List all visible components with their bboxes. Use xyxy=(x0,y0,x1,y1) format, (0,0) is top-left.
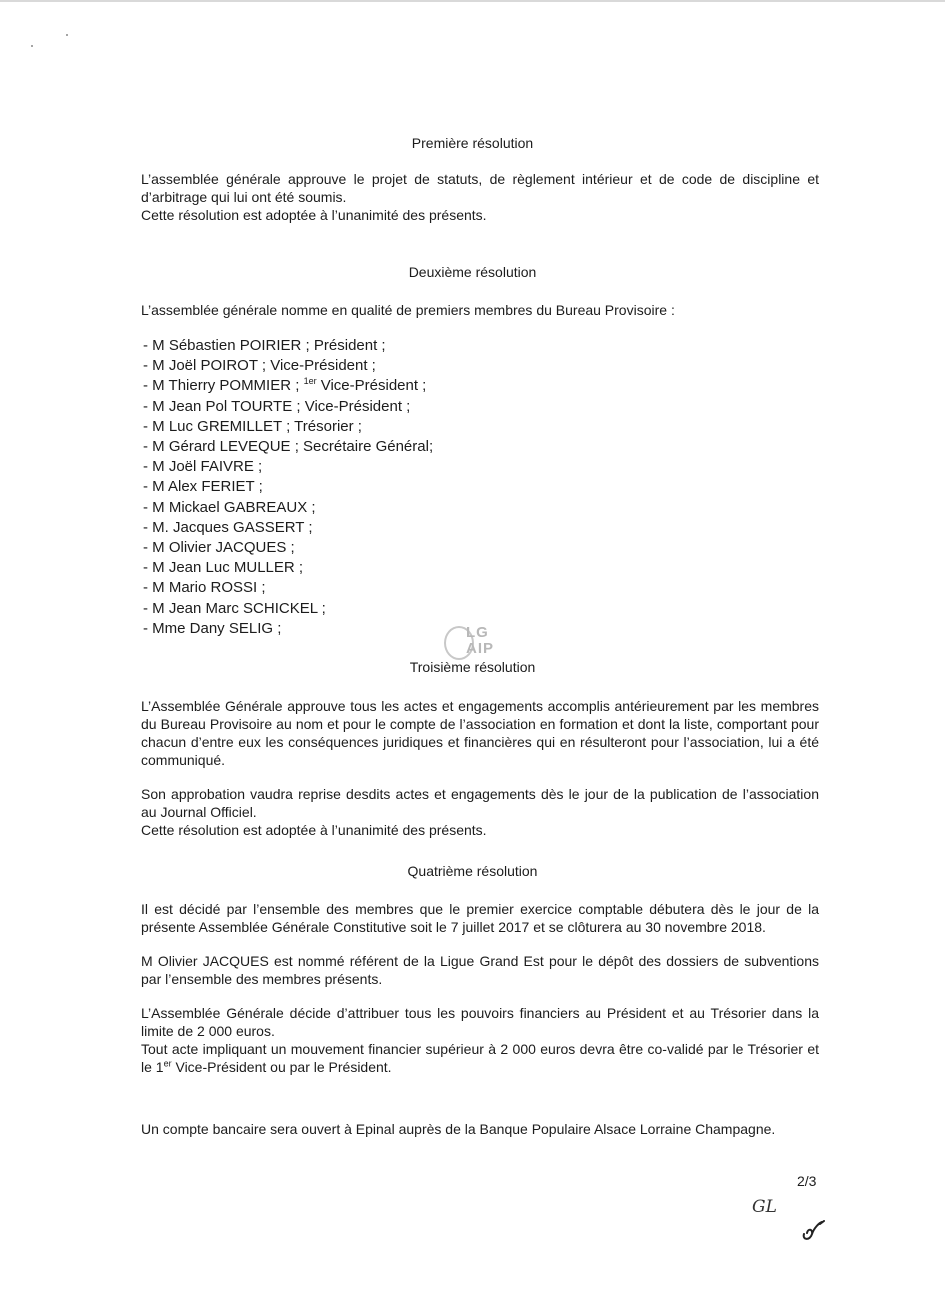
member-item: - M Luc GREMILLET ; Trésorier ; xyxy=(143,417,362,435)
resolution-1-title: Première résolution xyxy=(411,135,534,151)
resolution-4-body xyxy=(141,900,819,1076)
member-item: - M Joël FAIVRE ; xyxy=(143,458,263,476)
member-item: - M Jean Luc MULLER ; xyxy=(143,559,304,577)
scan-edge xyxy=(0,0,945,2)
handwritten-initials: GL xyxy=(752,1197,777,1217)
scan-speck xyxy=(66,34,68,36)
resolution-4-title: Quatrième résolution xyxy=(407,863,538,879)
member-name: - M Thierry POMMIER ; xyxy=(143,377,304,395)
resolution-4-paragraph: M Olivier JACQUES est nommé référent de la Ligue Grand Est pour le dépôt des dossiers de subventions par l’ensemble des membres présents. xyxy=(141,953,819,987)
member-item: - M Gérard LEVEQUE ; Secrétaire Général; xyxy=(143,438,434,456)
member-item: - M Sébastien POIRIER ; Président ; xyxy=(143,337,386,354)
paragraph-text: Vice-Président ou par le Président. xyxy=(171,1059,392,1075)
member-item: - M Alex FERIET ; xyxy=(143,478,263,496)
resolution-1-adoption: Cette résolution est adoptée à l’unanimité des présents. xyxy=(141,207,487,223)
resolution-4-paragraph: Il est décidé par l’ensemble des membres que le premier exercice comptable débutera dès le jour de la présente Assemblée Générale Constitutive soit le 7 juillet 2017 et se clôturera au 30 novembre 2018. xyxy=(141,901,819,935)
resolution-3-title: Troisième résolution xyxy=(409,659,536,675)
resolution-1-paragraph: L’assemblée générale approuve le projet de statuts, de règlement intérieur et de code de discipline et d’arbitrage qui lui ont été soumis. xyxy=(141,171,819,205)
resolution-1-body xyxy=(141,170,819,224)
member-item: - M Jean Marc SCHICKEL ; xyxy=(143,599,326,617)
resolution-3-paragraph: Son approbation vaudra reprise desdits actes et engagements dès le jour de la publication de l’association au Journal Officiel. xyxy=(141,786,819,820)
paragraph-text: Tout acte impliquant un mouvement financier supérieur à 2 000 euros devra être co-validé par le Trésorier et le 1 xyxy=(141,1041,819,1075)
member-item: - Mme Dany SELIG ; xyxy=(143,619,282,637)
member-role: Vice-Président ; xyxy=(316,377,427,395)
resolution-4-paragraph: L’Assemblée Générale décide d’attribuer tous les pouvoirs financiers au Président et au Trésorier dans la limite de 2 000 euros. xyxy=(141,1005,819,1039)
member-item xyxy=(143,376,433,396)
signature-paraphe-icon xyxy=(800,1220,826,1242)
resolution-4-paragraph xyxy=(141,1040,819,1076)
page-number: 2/3 xyxy=(797,1173,817,1189)
bureau-members-list xyxy=(143,336,433,639)
member-item: - M Olivier JACQUES ; xyxy=(143,539,295,557)
stamp-text: LG xyxy=(466,624,489,641)
member-item: - M. Jacques GASSERT ; xyxy=(143,518,313,536)
rank-sup: er xyxy=(163,1058,172,1069)
resolution-3-adoption: Cette résolution est adoptée à l’unanimité des présents. xyxy=(141,822,487,838)
bank-account-note: Un compte bancaire sera ouvert à Epinal auprès de la Banque Populaire Alsace Lorraine Champagne. xyxy=(141,1121,776,1137)
member-rank-sup: 1er xyxy=(303,376,317,387)
member-item: - M Mario ROSSI ; xyxy=(143,579,266,597)
resolution-3-paragraph: L’Assemblée Générale approuve tous les actes et engagements accomplis antérieurement par les membres du Bureau Provisoire au nom et pour le compte de l’association en formation et dont la liste, comportant pour chacun d’entre eux les conséquences juridiques et financières qui en résulteront pour l’association, lui a été communiqué. xyxy=(141,698,819,768)
resolution-3-body xyxy=(141,697,819,839)
member-item: - M Joël POIROT ; Vice-Président ; xyxy=(143,357,376,375)
member-item: - M Mickael GABREAUX ; xyxy=(143,498,316,516)
stamp-text: AIP xyxy=(466,640,495,657)
member-item: - M Jean Pol TOURTE ; Vice-Président ; xyxy=(143,397,411,415)
resolution-2-intro: L’assemblée générale nomme en qualité de premiers membres du Bureau Provisoire : xyxy=(141,302,675,318)
resolution-2-title: Deuxième résolution xyxy=(408,264,537,280)
scan-speck xyxy=(31,45,33,47)
